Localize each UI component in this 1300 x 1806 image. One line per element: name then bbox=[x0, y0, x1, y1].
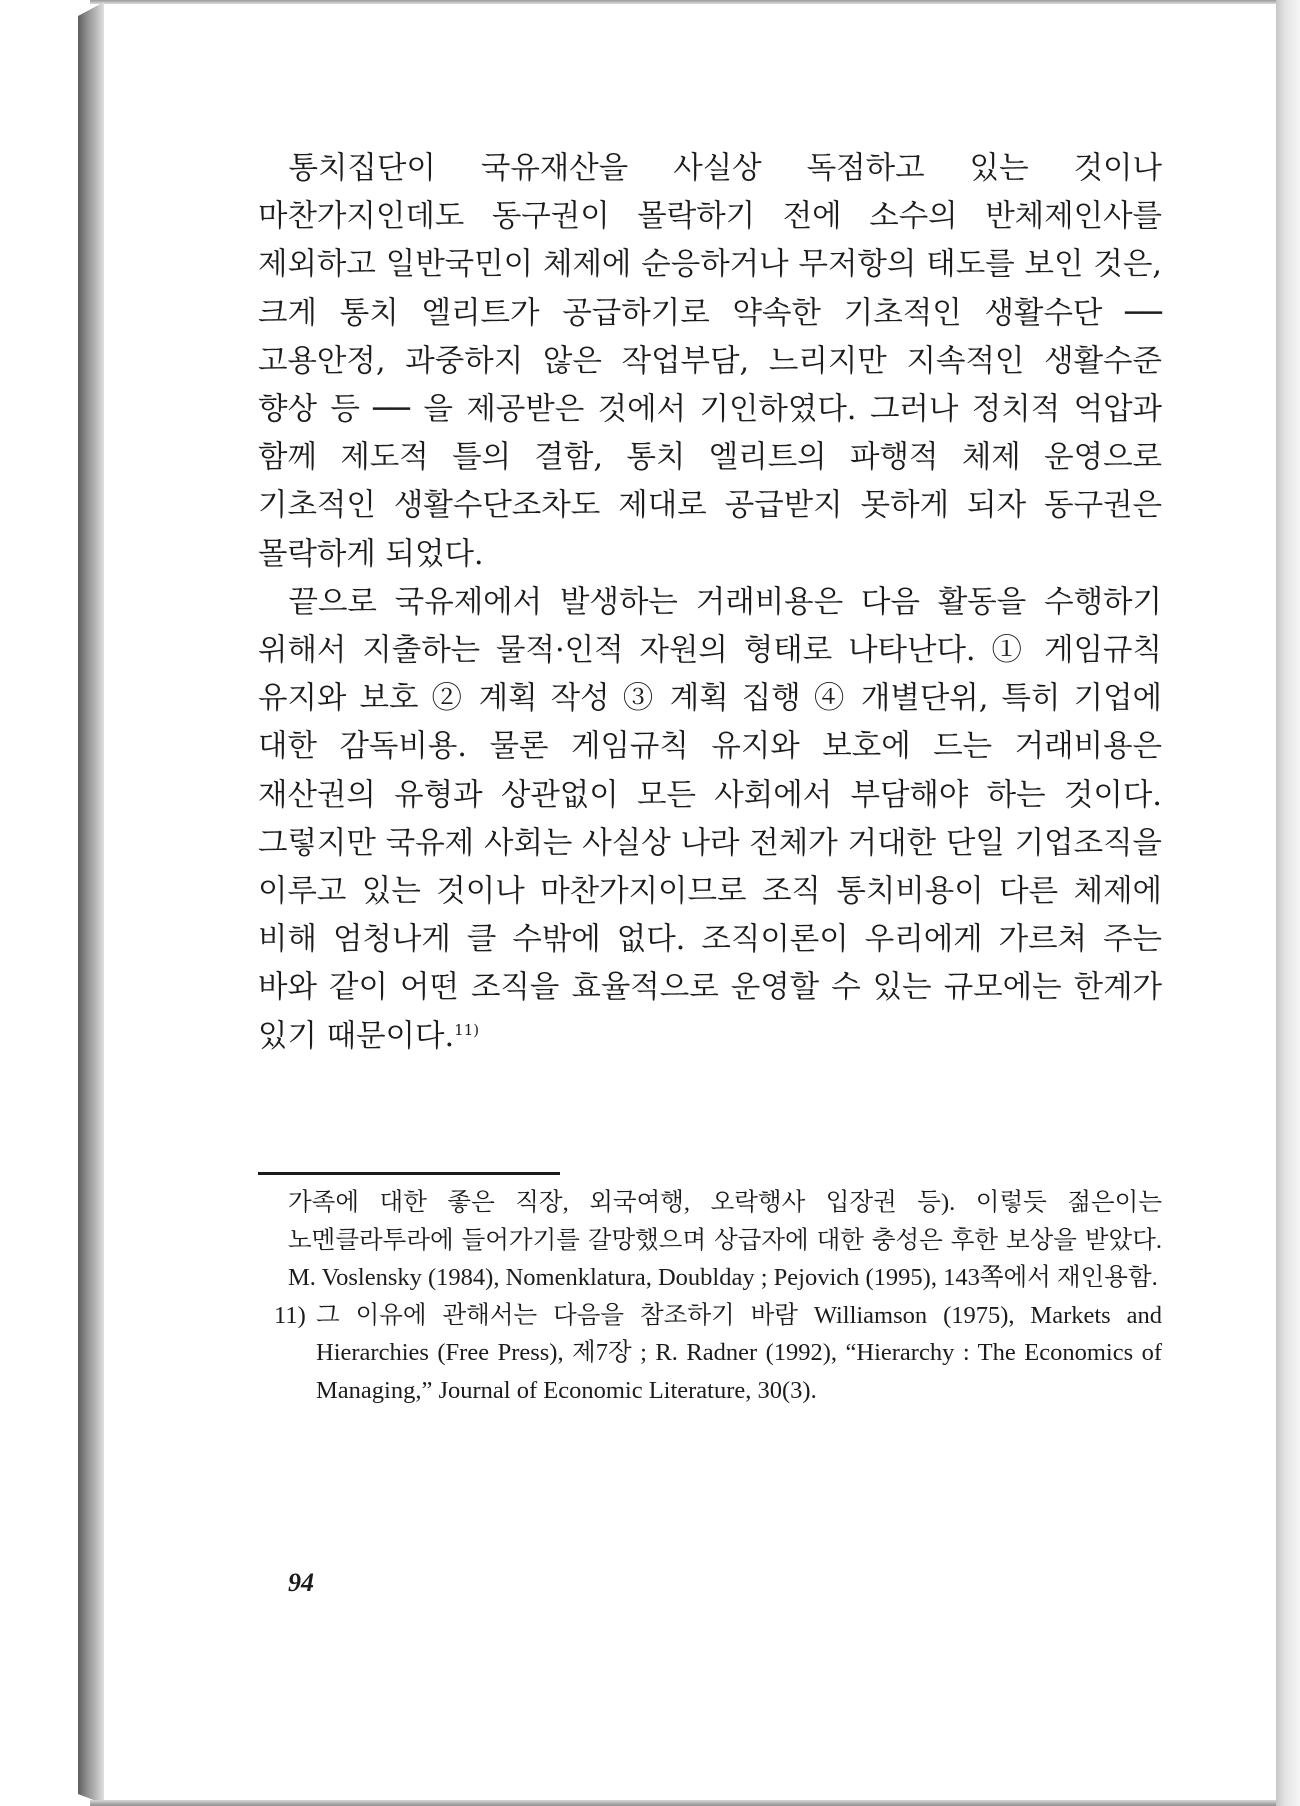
book-spine bbox=[78, 2, 104, 1804]
body-paragraph-1 bbox=[258, 145, 1162, 579]
footnotes bbox=[274, 1184, 1162, 1409]
footnote-continued: 가족에 대한 좋은 직장, 외국여행, 오락행사 입장권 등). 이렇듯 젊은이는 노멘클라투라에 들어가기를 갈망했으며 상급자에 대한 충성은 후한 보상을 받았다. M. Voslensky (1984), Nomenklatura, Doublday ; Pejovich (1995), 143쪽에서 재인용함. bbox=[288, 1189, 1162, 1291]
paragraph-text: 끝으로 국유제에서 발생하는 거래비용은 다음 활동을 수행하기 위해서 지출하는 물적·인적 자원의 형태로 나타난다. ① 게임규칙 유지와 보호 ② 계획 작성 ③ 계획 집행 ④ 개별단위, 특히 기업에 대한 감독비용. 물론 게임규칙 유지와 보호에 드는 거래비용은 재산권의 유형과 상관없이 모든 사회에서 부담해야 하는 것이다. 그렇지만 국유제 사회는 사실상 나라 전체가 거대한 단일 기업조직을 이루고 있는 것이나 마찬가지이므로 조직 통치비용이 다른 체제에 비해 엄청나게 클 수밖에 없다. 조직이론이 우리에게 가르쳐 주는 바와 같이 어떤 조직을 효율적으로 운영할 수 있는 규모에는 한계가 있기 때문이다. bbox=[258, 584, 1162, 1054]
book-bottom-edge bbox=[90, 1800, 1276, 1806]
footnote-text: 그 이유에 관해서는 다음을 참조하기 바람 Williamson (1975), Markets and Hierarchies (Free Press), 제7장 ; R. Radner (1992), “Hierarchy : The Economics of Managing,” Journal of Economic Literature, 30(3). bbox=[316, 1301, 1162, 1404]
footnote-number: 11) bbox=[274, 1301, 306, 1329]
footnote-divider bbox=[258, 1172, 560, 1175]
page-edge-shadow bbox=[1276, 0, 1300, 1806]
page-number: 94 bbox=[288, 1568, 314, 1597]
main-body-text bbox=[258, 145, 1162, 1061]
footnote-11 bbox=[274, 1297, 1162, 1410]
paragraph-text: 통치집단이 국유재산을 사실상 독점하고 있는 것이나 마찬가지인데도 동구권이 몰락하기 전에 소수의 반체제인사를 제외하고 일반국민이 체제에 순응하거나 무저항의 태도를 보인 것은, 크게 통치 엘리트가 공급하기로 약속한 기초적인 생활수단 ── 고용안정, 과중하지 않은 작업부담, 느리지만 지속적인 생활수준 향상 등 ── 을 제공받은 것에서 기인하였다. 그러나 정치적 억압과 함께 제도적 틀의 결함, 통치 엘리트의 파행적 체제 운영으로 기초적인 생활수단조차도 제대로 공급받지 못하게 되자 동구권은 몰락하게 되었다. bbox=[258, 151, 1162, 572]
body-paragraph-2 bbox=[258, 579, 1162, 1061]
footnote-reference: 11) bbox=[454, 1020, 480, 1039]
